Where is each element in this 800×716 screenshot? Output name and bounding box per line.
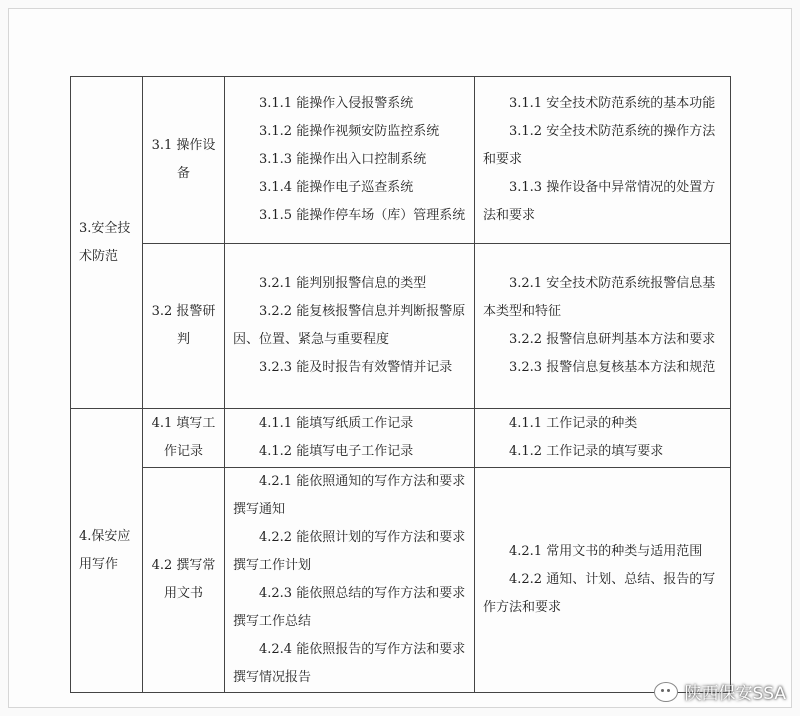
- wechat-icon: [654, 682, 678, 702]
- knowledge-cell: [475, 244, 731, 409]
- skill-item: 3.2.2 能复核报警信息并判断报警原因、位置、紧急与重要程度: [233, 304, 466, 347]
- module-cell: 4.保安应用写作: [71, 409, 143, 693]
- module-cell: 3.安全技术防范: [71, 77, 143, 409]
- knowledge-item: 4.2.1 常用文书的种类与适用范围: [509, 544, 703, 559]
- skill-item: 3.1.2 能操作视频安防监控系统: [259, 124, 440, 139]
- skills-cell: [225, 244, 475, 409]
- skill-item: 3.2.3 能及时报告有效警情并记录: [259, 360, 453, 375]
- knowledge-item: 4.1.1 工作记录的种类: [509, 416, 638, 431]
- unit-cell: 4.2 撰写常用文书: [143, 468, 225, 693]
- skill-item: 3.2.1 能判别报警信息的类型: [259, 276, 427, 291]
- table-row: [71, 77, 731, 244]
- skill-item: 3.1.5 能操作停车场（库）管理系统: [259, 208, 466, 223]
- skill-item: 4.2.2 能依照计划的写作方法和要求撰写工作计划: [233, 530, 466, 573]
- skills-cell: [225, 77, 475, 244]
- knowledge-cell: [475, 409, 731, 468]
- table-row: [71, 409, 731, 468]
- table-row: [71, 468, 731, 693]
- knowledge-item: 4.2.2 通知、计划、总结、报告的写作方法和要求: [483, 572, 716, 615]
- skill-item: 3.1.3 能操作出入口控制系统: [259, 152, 427, 167]
- skill-item: 4.1.1 能填写纸质工作记录: [259, 416, 414, 431]
- skill-item: 4.2.4 能依照报告的写作方法和要求撰写情况报告: [233, 642, 466, 685]
- skill-requirements-table: [70, 76, 731, 693]
- skills-cell: [225, 409, 475, 468]
- watermark: [654, 679, 786, 704]
- knowledge-item: 3.1.3 操作设备中异常情况的处置方法和要求: [483, 180, 716, 223]
- unit-cell: 3.1 操作设备: [143, 77, 225, 244]
- knowledge-cell: [475, 77, 731, 244]
- skill-item: 4.2.3 能依照总结的写作方法和要求撰写工作总结: [233, 586, 466, 629]
- knowledge-item: 4.1.2 工作记录的填写要求: [509, 444, 664, 459]
- skill-item: 4.2.1 能依照通知的写作方法和要求撰写通知: [233, 474, 466, 517]
- knowledge-item: 3.1.2 安全技术防范系统的操作方法和要求: [483, 124, 716, 167]
- unit-cell: 4.1 填写工作记录: [143, 409, 225, 468]
- unit-cell: 3.2 报警研判: [143, 244, 225, 409]
- knowledge-item: 3.2.1 安全技术防范系统报警信息基本类型和特征: [483, 276, 716, 319]
- knowledge-item: 3.2.2 报警信息研判基本方法和要求: [509, 332, 716, 347]
- skill-item: 3.1.4 能操作电子巡查系统: [259, 180, 414, 195]
- knowledge-cell: [475, 468, 731, 693]
- skill-item: 4.1.2 能填写电子工作记录: [259, 444, 414, 459]
- skills-cell: [225, 468, 475, 693]
- watermark-text: 陕西保安SSA: [684, 684, 786, 704]
- table-row: [71, 244, 731, 409]
- knowledge-item: 3.1.1 安全技术防范系统的基本功能: [509, 96, 716, 111]
- skill-item: 3.1.1 能操作入侵报警系统: [259, 96, 414, 111]
- knowledge-item: 3.2.3 报警信息复核基本方法和规范: [509, 360, 716, 375]
